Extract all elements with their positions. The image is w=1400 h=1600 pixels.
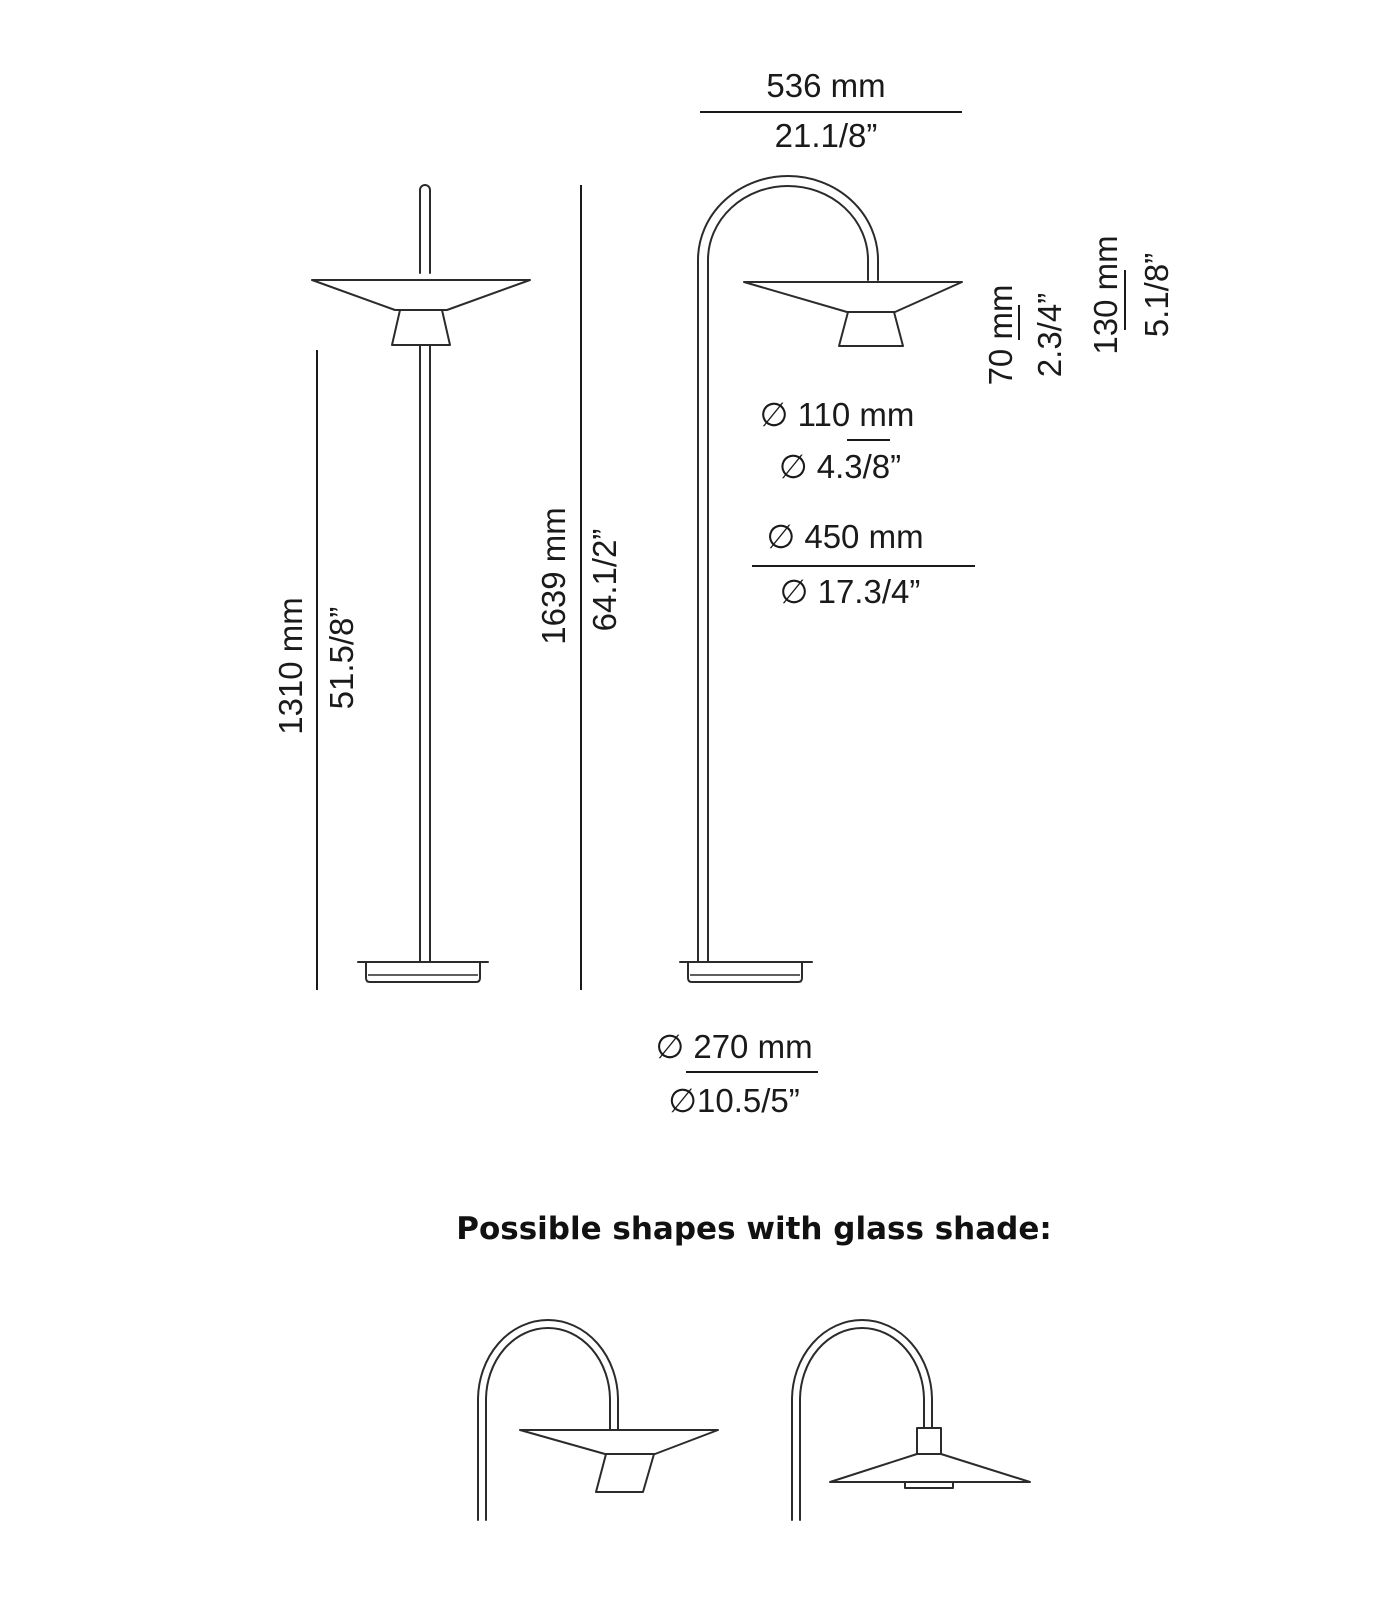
top-width-in: 21.1/8” [774, 117, 878, 154]
top-width-mm: 536 mm [766, 67, 886, 104]
total-height-in: 64.1/2” [586, 528, 623, 632]
top-width-dimension [700, 67, 962, 154]
variant-cone-shade-drawing [478, 1320, 718, 1520]
shade-level-height-in: 51.5/8” [323, 606, 360, 710]
head-height-dimension [1087, 235, 1175, 354]
total-height-mm: 1639 mm [535, 507, 572, 645]
head-height-mm: 130 mm [1087, 235, 1124, 355]
cone-diameter-dimension [760, 396, 915, 485]
shade-level-height-mm: 1310 mm [272, 597, 309, 735]
shade-level-height-dimension [272, 350, 360, 990]
shade-diameter-dimension [752, 518, 975, 610]
shade-diameter-mm: ∅ 450 mm [766, 518, 924, 555]
variant-flat-shade-drawing [792, 1320, 1030, 1520]
shade-height-in: 2.3/4” [1031, 292, 1068, 378]
cone-diameter-mm: ∅ 110 mm [759, 396, 915, 433]
shade-diameter-in: ∅ 17.3/4” [779, 573, 921, 610]
cone-diameter-in: ∅ 4.3/8” [778, 448, 902, 485]
base-diameter-mm: ∅ 270 mm [655, 1028, 813, 1065]
straight-lamp-drawing [312, 185, 530, 982]
glass-shade-heading: Possible shapes with glass shade: [456, 1211, 1052, 1247]
total-height-dimension [535, 185, 623, 990]
base-diameter-in: ∅10.5/5” [668, 1082, 800, 1119]
shade-height-dimension [982, 285, 1068, 386]
shade-height-mm: 70 mm [982, 284, 1019, 386]
head-height-in: 5.1/8” [1138, 252, 1175, 338]
base-diameter-dimension [655, 1028, 818, 1119]
